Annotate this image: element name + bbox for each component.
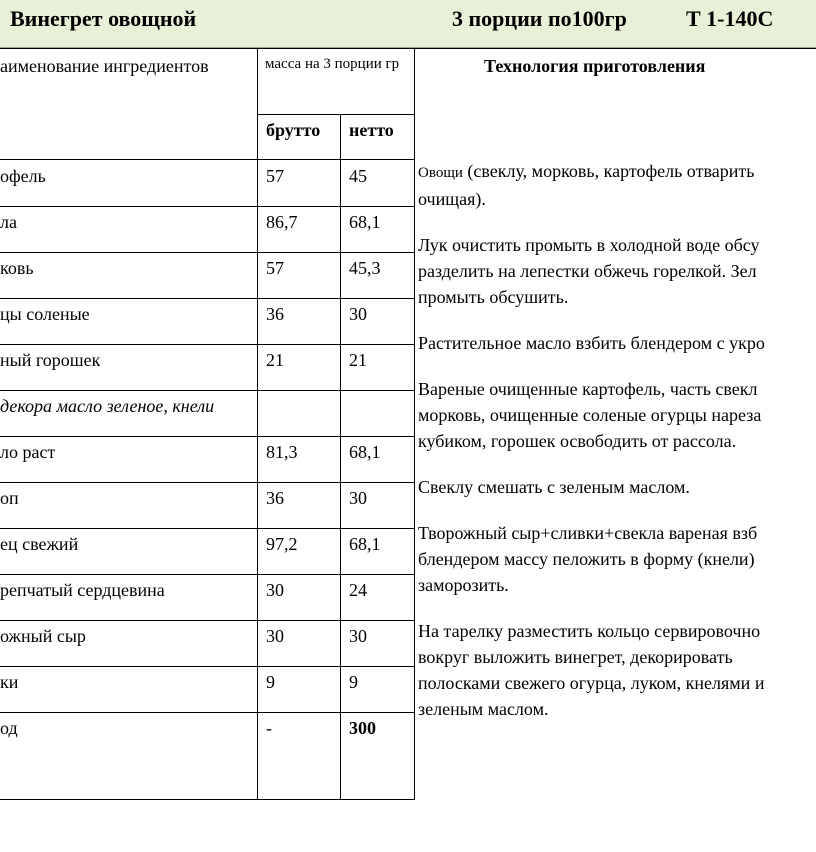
ingredient-name: ло раст xyxy=(0,442,56,462)
recipe-code: Т 1-140С xyxy=(686,6,774,31)
ingredient-brutto: 36 xyxy=(266,488,284,508)
row-divider-mass xyxy=(257,114,414,115)
ingredient-name: цы соленые xyxy=(0,304,90,324)
row-line xyxy=(0,159,414,160)
row-line xyxy=(0,206,414,207)
ingredient-name: ожный сыр xyxy=(0,626,86,646)
col-tech-header: Технология приготовления xyxy=(484,56,706,76)
row-line xyxy=(0,390,414,391)
col-mass-header: масса на 3 порции гр xyxy=(265,56,400,72)
ingredient-brutto: 21 xyxy=(266,350,284,370)
ingredient-brutto: 30 xyxy=(266,580,284,600)
ingredient-netto: 30 xyxy=(349,626,367,646)
table-border-top xyxy=(0,48,816,49)
row-line xyxy=(0,574,414,575)
row-line xyxy=(0,436,414,437)
ingredient-brutto: 97,2 xyxy=(266,534,298,554)
ingredient-name: ец свежий xyxy=(0,534,79,554)
ingredient-name: ла xyxy=(0,212,17,232)
row-line xyxy=(0,620,414,621)
ingredient-brutto: 30 xyxy=(266,626,284,646)
ingredient-name: оп xyxy=(0,488,19,508)
ingredient-brutto: 57 xyxy=(266,166,284,186)
ingredient-name: ный горошек xyxy=(0,350,101,370)
ingredient-netto: 68,1 xyxy=(349,212,381,232)
row-line xyxy=(0,252,414,253)
col-divider-name xyxy=(257,48,258,800)
ingredient-name: ки xyxy=(0,672,19,692)
ingredient-netto: 21 xyxy=(349,350,367,370)
technology-text xyxy=(418,158,816,742)
ingredient-section-label: декора масло зеленое, кнели xyxy=(0,396,215,416)
ingredient-name: репчатый сердцевина xyxy=(0,580,165,600)
recipe-title: Винегрет овощной xyxy=(10,6,197,31)
ingredient-name: ковь xyxy=(0,258,34,278)
tech-step: На тарелку разместить кольцо сервировочно вокруг выложить винегрет, декорировать полосками свежего огурца, луком, кнелями и зеленым маслом. xyxy=(418,621,765,719)
row-line xyxy=(0,528,414,529)
tech-step: Растительное масло взбить блендером с укро xyxy=(418,333,765,353)
ingredient-name-total: од xyxy=(0,718,18,738)
ingredient-netto: 68,1 xyxy=(349,442,381,462)
ingredient-brutto: 86,7 xyxy=(266,212,298,232)
ingredient-netto: 30 xyxy=(349,304,367,324)
ingredient-name: офель xyxy=(0,166,46,186)
ingredient-netto: 9 xyxy=(349,672,358,692)
col-brutto-header: брутто xyxy=(266,120,321,140)
row-line xyxy=(0,712,414,713)
recipe-portions: 3 порции по100гр xyxy=(452,6,627,31)
row-line xyxy=(0,482,414,483)
col-divider-mass xyxy=(414,48,415,800)
ingredient-brutto: 36 xyxy=(266,304,284,324)
ingredient-brutto: 9 xyxy=(266,672,275,692)
total-netto: 300 xyxy=(349,718,376,738)
ingredient-netto: 30 xyxy=(349,488,367,508)
tech-step: Овощи (свеклу, морковь, картофель отварить очищая). xyxy=(418,161,755,209)
col-name-header: аименование ингредиентов xyxy=(0,56,209,76)
table-border-bottom xyxy=(0,799,414,800)
ingredient-brutto: - xyxy=(266,718,272,738)
tech-step: Свеклу смешать с зеленым маслом. xyxy=(418,477,690,497)
col-divider-brutto xyxy=(340,114,341,800)
ingredient-netto: 24 xyxy=(349,580,367,600)
ingredient-netto: 45,3 xyxy=(349,258,381,278)
tech-step: Лук очистить промыть в холодной воде обсу разделить на лепестки обжечь горелкой. Зел промыть обсушить. xyxy=(418,235,760,307)
ingredient-brutto: 57 xyxy=(266,258,284,278)
col-netto-header: нетто xyxy=(349,120,394,140)
row-line xyxy=(0,298,414,299)
row-line xyxy=(0,666,414,667)
tech-step: Вареные очищенные картофель, часть свекл морковь, очищенные соленые огурцы нареза кубиком, горошек освободить от рассола. xyxy=(418,379,762,451)
ingredient-netto: 45 xyxy=(349,166,367,186)
row-line xyxy=(0,344,414,345)
tech-step: Творожный сыр+сливки+свекла вареная взб блендером массу пеложить в форму (кнели) заморозить. xyxy=(418,523,758,595)
ingredient-brutto: 81,3 xyxy=(266,442,298,462)
recipe-header xyxy=(0,0,816,48)
ingredient-netto: 68,1 xyxy=(349,534,381,554)
